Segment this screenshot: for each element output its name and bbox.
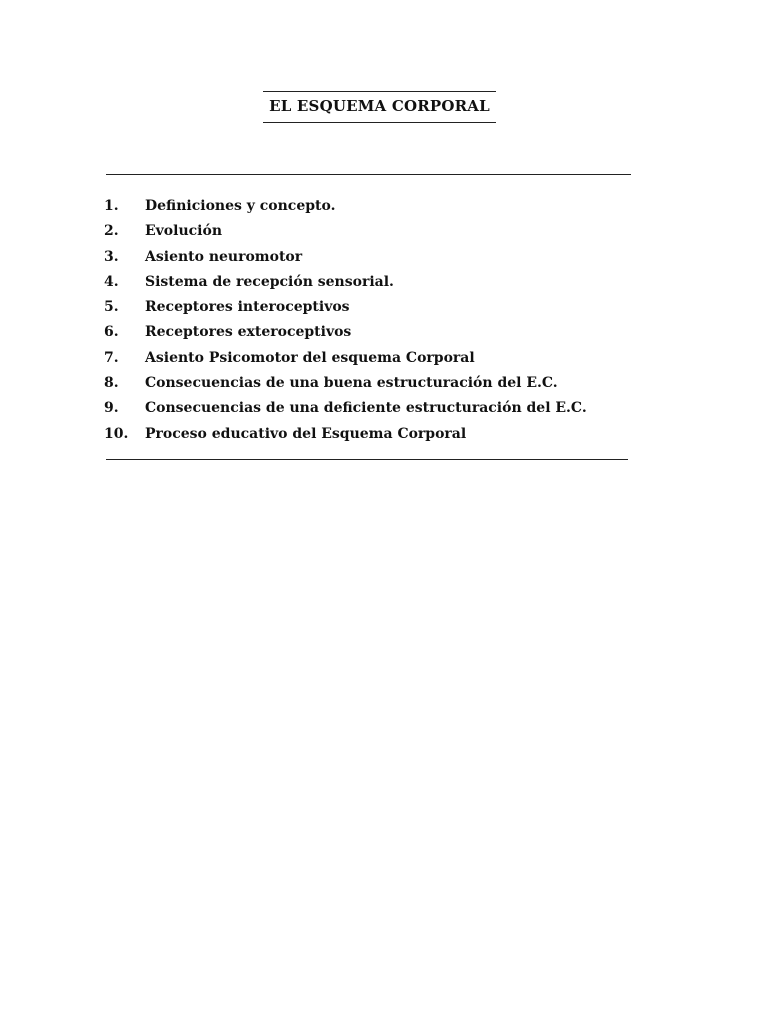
contents-rule-top <box>106 174 631 175</box>
list-item-text: Consecuencias de una deficiente estructuración del E.C. <box>145 400 587 417</box>
contents-rule-bottom <box>106 459 628 460</box>
list-item-number: 9. <box>104 400 119 417</box>
list-item-text: Receptores exteroceptivos <box>145 324 352 341</box>
list-item-number: 6. <box>104 324 119 341</box>
list-item-number: 4. <box>104 273 119 290</box>
contents-list <box>104 196 587 449</box>
list-item-text: Asiento neuromotor <box>145 248 303 265</box>
list-item-number: 2. <box>104 223 119 240</box>
list-item <box>104 348 587 373</box>
list-item <box>104 221 587 246</box>
list-item <box>104 373 587 398</box>
list-item-number: 8. <box>104 375 119 392</box>
list-item-text: Proceso educativo del Esquema Corporal <box>145 425 467 442</box>
list-item <box>104 424 587 449</box>
list-item-text: Evolución <box>145 223 222 240</box>
list-item-number: 1. <box>104 198 119 214</box>
title-rule-top <box>263 91 496 92</box>
list-item-text: Asiento Psicomotor del esquema Corporal <box>145 349 475 366</box>
list-item <box>104 297 587 322</box>
list-item-text: Definiciones y concepto. <box>145 198 336 214</box>
list-item-number: 5. <box>104 299 119 316</box>
list-item <box>104 398 587 423</box>
list-item-text: Receptores interoceptivos <box>145 299 350 316</box>
title-rule-bottom <box>263 122 496 123</box>
list-item-text: Consecuencias de una buena estructuración del E.C. <box>145 375 558 392</box>
list-item-number: 3. <box>104 248 119 265</box>
list-item-text: Sistema de recepción sensorial. <box>145 273 394 290</box>
list-item <box>104 322 587 347</box>
list-item-number: 7. <box>104 349 119 366</box>
list-item <box>104 196 587 221</box>
list-item-number: 10. <box>104 425 129 442</box>
list-item <box>104 247 587 272</box>
list-item <box>104 272 587 297</box>
page-title: EL ESQUEMA CORPORAL <box>269 97 490 115</box>
